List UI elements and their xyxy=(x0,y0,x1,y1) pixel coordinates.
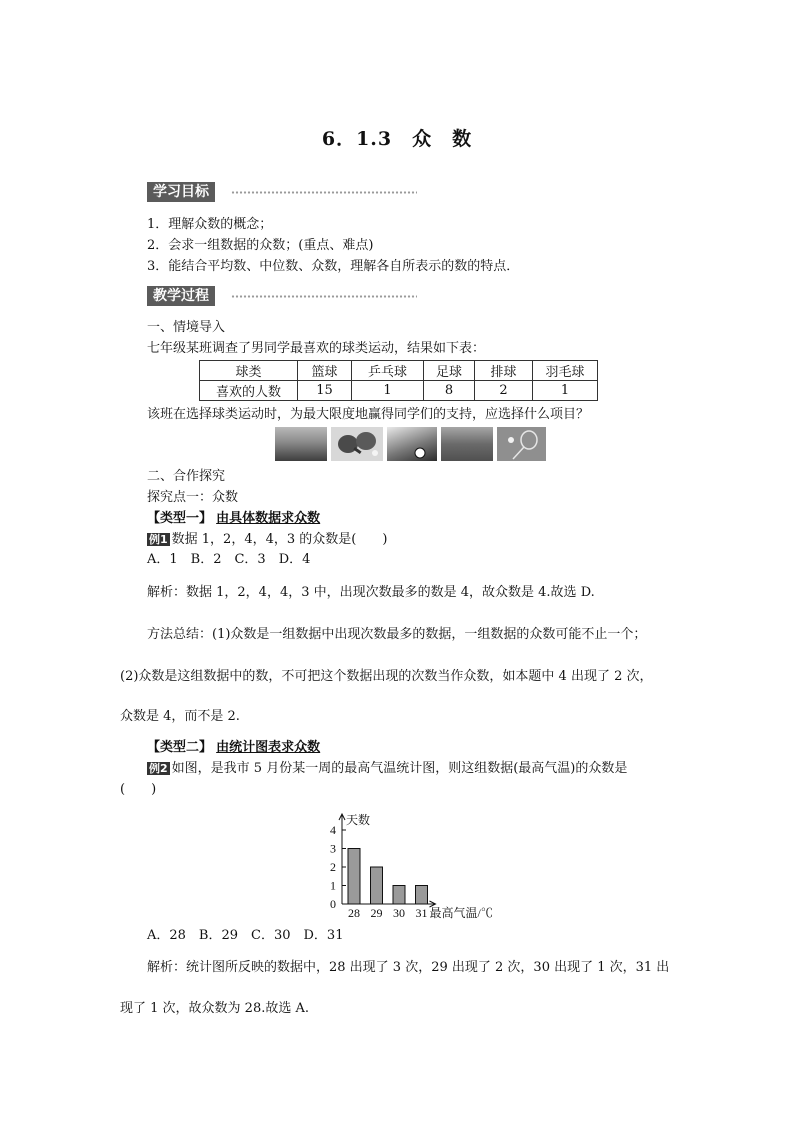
y-tick-label: 4 xyxy=(330,823,336,837)
table-cell: 球类 xyxy=(200,361,298,381)
part2-heading: 二、合作探究 xyxy=(147,469,226,484)
bar xyxy=(348,849,360,905)
section-divider xyxy=(231,295,417,298)
table-cell: 15 xyxy=(298,381,352,401)
example-2-analysis: 解析：统计图所反映的数据中，28 出现了 3 次，29 出现了 2 次，30 出现了 1 次，31 出 xyxy=(147,960,670,975)
example-1 xyxy=(147,530,387,549)
badminton-photo xyxy=(497,427,546,461)
x-tick-label: 29 xyxy=(370,906,383,920)
section-header-goals xyxy=(147,182,417,204)
max-temperature-chart xyxy=(318,798,508,920)
bar xyxy=(371,867,383,904)
type2-label: 【类型二】 xyxy=(147,740,213,755)
example-2-paren: ( ) xyxy=(120,782,157,797)
section-divider xyxy=(231,191,417,194)
example-2-analysis: 现了 1 次，故众数为 28.故选 A. xyxy=(120,1001,309,1016)
method-summary: 方法总结：(1)众数是一组数据中出现次数最多的数据，一组数据的众数可能不止一个； xyxy=(147,627,647,642)
method-summary: 众数是 4，而不是 2. xyxy=(120,709,240,724)
part1-question: 该班在选择球类运动时，为最大限度地赢得同学们的支持，应选择什么项目？ xyxy=(147,407,590,422)
bar xyxy=(416,886,428,905)
section-tag-goals: 学习目标 xyxy=(147,182,215,202)
example-1-text: 数据 1，2，4，4，3 的众数是( ) xyxy=(171,532,388,547)
table-cell: 1 xyxy=(352,381,424,401)
football-photo xyxy=(387,427,437,461)
type1-label: 【类型一】 xyxy=(147,511,213,526)
y-tick-label: 3 xyxy=(330,841,336,856)
bar xyxy=(393,886,405,905)
goal-item: 3．能结合平均数、中位数、众数，理解各自所表示的数的特点． xyxy=(147,259,520,274)
y-tick-label: 1 xyxy=(330,878,336,893)
y-axis-label: 天数 xyxy=(346,813,371,827)
table-cell: 篮球 xyxy=(298,361,352,381)
section-header-process xyxy=(147,286,417,308)
table-cell: 2 xyxy=(475,381,533,401)
table-cell: 8 xyxy=(424,381,475,401)
table-row xyxy=(200,381,598,401)
table-header-row xyxy=(200,361,598,381)
page-title: 6．1.3 众 数 xyxy=(321,128,473,150)
table-cell: 足球 xyxy=(424,361,475,381)
table-cell: 羽毛球 xyxy=(533,361,598,381)
x-tick-label: 30 xyxy=(393,906,405,920)
example-1-tag: 例1 xyxy=(149,533,168,546)
table-cell: 1 xyxy=(533,381,598,401)
type1-heading xyxy=(147,509,320,528)
ping-pong-photo xyxy=(331,427,383,461)
y-tick-label: 2 xyxy=(330,860,336,874)
example-1-analysis: 解析：数据 1，2，4，4，3 中，出现次数最多的数是 4，故众数是 4.故选 D. xyxy=(147,585,595,600)
example-2 xyxy=(147,759,627,778)
x-tick-label: 28 xyxy=(348,906,360,920)
table-cell: 乒乓球 xyxy=(352,361,424,381)
example-2-text: 如图，是我市 5 月份某一周的最高气温统计图，则这组数据(最高气温)的众数是 xyxy=(171,761,628,776)
type2-heading xyxy=(147,738,320,757)
example-2-options: A．28 B．29 C．30 D．31 xyxy=(147,928,344,943)
example-2-tag: 例2 xyxy=(149,762,168,775)
sports-photo-strip xyxy=(275,427,546,461)
ball-sports-table xyxy=(199,360,598,401)
y-tick-label: 0 xyxy=(330,897,336,911)
table-cell: 喜欢的人数 xyxy=(200,381,298,401)
x-tick-label: 31 xyxy=(415,906,428,920)
example-1-options: A．1 B．2 C．3 D．4 xyxy=(147,552,311,567)
method-summary: (2)众数是这组数据中的数，不可把这个数据出现的次数当作众数，如本题中 4 出现了 2 次， xyxy=(120,669,653,684)
goal-item: 2．会求一组数据的众数；(重点、难点) xyxy=(147,238,374,253)
volleyball-photo xyxy=(441,427,493,461)
type2-title: 由统计图表求众数 xyxy=(216,740,321,755)
goal-item: 1．理解众数的概念； xyxy=(147,217,273,232)
part1-intro: 七年级某班调查了男同学最喜欢的球类运动，结果如下表： xyxy=(147,341,486,356)
explore-point: 探究点一：众数 xyxy=(147,490,239,505)
part1-heading: 一、情境导入 xyxy=(147,320,226,335)
x-axis-label: 最高气温/℃ xyxy=(429,906,493,920)
basketball-photo xyxy=(275,427,327,461)
table-cell: 排球 xyxy=(475,361,533,381)
section-tag-process: 教学过程 xyxy=(147,286,215,306)
type1-title: 由具体数据求众数 xyxy=(216,511,321,526)
